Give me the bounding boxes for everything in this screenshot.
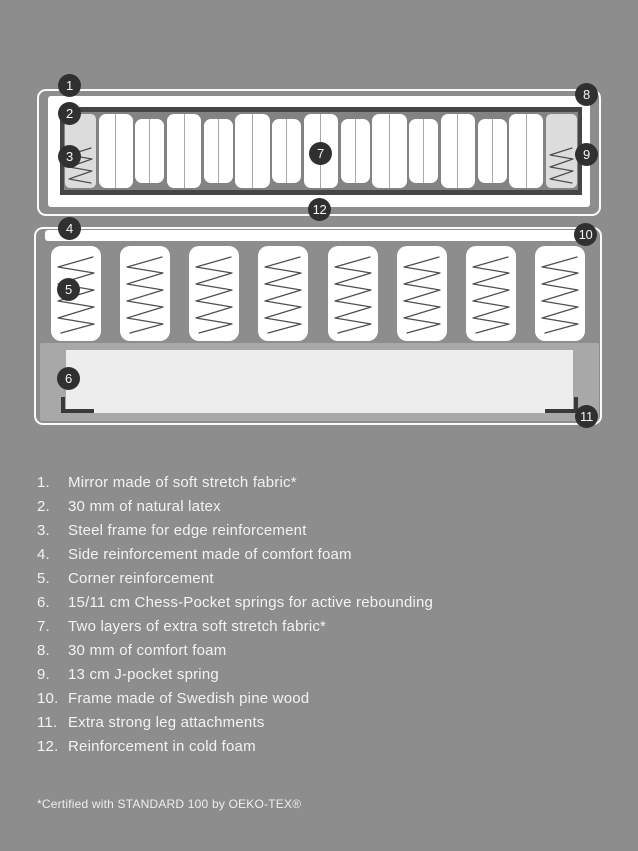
pocket-spring: [235, 114, 269, 188]
legend-item-number: 4.: [37, 546, 50, 563]
legend-item: [37, 735, 433, 759]
pocket-divider-line: [149, 119, 150, 183]
spring-coil-icon: [261, 252, 305, 336]
legend-item-text: 15/11 cm Chess-Pocket springs for active rebounding: [68, 594, 434, 611]
legend-item-text: 30 mm of comfort foam: [68, 642, 227, 659]
legend-item: [37, 615, 433, 639]
legend-item-number: 12.: [37, 738, 59, 755]
spring-coil-icon: [548, 145, 575, 185]
legend-list: [37, 471, 433, 759]
edge-reinforcement-block: [546, 114, 577, 188]
pocket-divider-line: [526, 114, 527, 188]
pocket-divider-line: [115, 114, 116, 188]
legend-item-text: Frame made of Swedish pine wood: [68, 690, 310, 707]
pocket-spring: [441, 114, 475, 188]
legend-item-text: Corner reinforcement: [68, 570, 214, 587]
pocket-spring: [204, 119, 233, 183]
pocket-spring: [341, 119, 370, 183]
pocket-spring: [466, 246, 516, 341]
legend-item: [37, 591, 433, 615]
pocket-spring: [478, 119, 507, 183]
pocket-divider-line: [218, 119, 219, 183]
spring-coil-icon: [400, 252, 444, 336]
pocket-spring: [258, 246, 308, 341]
callout-badge-2: 2: [58, 102, 81, 125]
legend-item-text: Mirror made of soft stretch fabric*: [68, 474, 297, 491]
base-cold-foam-panel: [66, 350, 573, 413]
callout-badge-6: 6: [57, 367, 80, 390]
pocket-divider-line: [457, 114, 458, 188]
pocket-divider-line: [492, 119, 493, 183]
pocket-spring: [328, 246, 378, 341]
pocket-spring: [272, 119, 301, 183]
legend-item-text: Reinforcement in cold foam: [68, 738, 256, 755]
callout-badge-4: 4: [58, 217, 81, 240]
base-top-foam-bar: [45, 230, 586, 241]
legend-item: [37, 687, 433, 711]
callout-badge-1: 1: [58, 74, 81, 97]
legend-item-number: 5.: [37, 570, 50, 587]
pocket-divider-line: [252, 114, 253, 188]
legend-item-number: 3.: [37, 522, 50, 539]
callout-badge-12: 12: [308, 198, 331, 221]
callout-badge-3: 3: [58, 145, 81, 168]
legend-item-number: 11.: [37, 714, 58, 731]
legend-item-text: 30 mm of natural latex: [68, 498, 221, 515]
pocket-spring: [372, 114, 406, 188]
pocket-spring: [99, 114, 133, 188]
leg-attachment-bracket-icon: [61, 397, 94, 413]
pocket-divider-line: [286, 119, 287, 183]
callout-badge-7: 7: [309, 142, 332, 165]
pocket-spring: [509, 114, 543, 188]
legend-item-text: Extra strong leg attachments: [68, 714, 265, 731]
pocket-spring: [120, 246, 170, 341]
legend-item-text: Two layers of extra soft stretch fabric*: [68, 618, 327, 635]
legend-item-number: 9.: [37, 666, 50, 683]
callout-badge-10: 10: [574, 223, 597, 246]
base-frame-section: [40, 343, 599, 421]
legend-item-number: 8.: [37, 642, 50, 659]
legend-item: [37, 711, 433, 735]
callout-badge-5: 5: [57, 278, 80, 301]
callout-badge-9: 9: [575, 143, 598, 166]
legend-item: [37, 663, 433, 687]
pocket-divider-line: [423, 119, 424, 183]
legend-item-number: 7.: [37, 618, 50, 635]
legend-item: [37, 495, 433, 519]
pocket-spring: [409, 119, 438, 183]
legend-item: [37, 567, 433, 591]
legend-item: [37, 639, 433, 663]
legend-item: [37, 471, 433, 495]
pocket-spring: [135, 119, 164, 183]
spring-coil-icon: [469, 252, 513, 336]
callout-badge-11: 11: [575, 405, 598, 428]
legend-item-text: Steel frame for edge reinforcement: [68, 522, 307, 539]
certification-footnote: *Certified with STANDARD 100 by OEKO-TEX®: [37, 797, 302, 811]
pocket-spring: [167, 114, 201, 188]
legend-item-text: Side reinforcement made of comfort foam: [68, 546, 352, 563]
leg-attachment-bracket-icon: [545, 397, 578, 413]
legend-item-number: 6.: [37, 594, 50, 611]
spring-coil-icon: [123, 252, 167, 336]
legend-item: [37, 519, 433, 543]
pocket-divider-line: [389, 114, 390, 188]
legend-item: [37, 543, 433, 567]
pocket-divider-line: [184, 114, 185, 188]
legend-item-number: 1.: [37, 474, 50, 491]
pocket-spring: [535, 246, 585, 341]
pocket-spring: [189, 246, 239, 341]
legend-item-text: 13 cm J-pocket spring: [68, 666, 219, 683]
pocket-divider-line: [355, 119, 356, 183]
pocket-spring: [397, 246, 447, 341]
spring-coil-icon: [331, 252, 375, 336]
spring-coil-icon: [192, 252, 236, 336]
callout-badge-8: 8: [575, 83, 598, 106]
spring-coil-icon: [538, 252, 582, 336]
base-spring-row: [51, 246, 585, 341]
legend-item-number: 10.: [37, 690, 59, 707]
legend-item-number: 2.: [37, 498, 50, 515]
